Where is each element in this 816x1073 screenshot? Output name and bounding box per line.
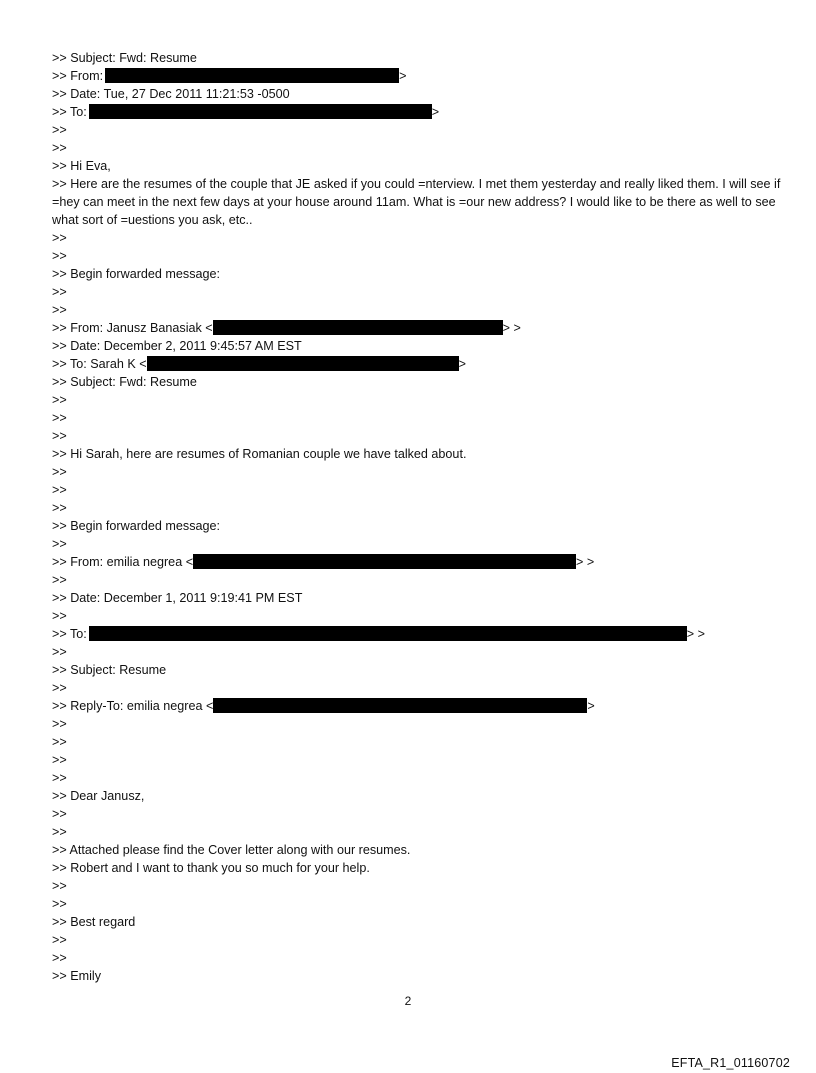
page-number: 2	[404, 994, 412, 1008]
line-text: >>	[52, 609, 67, 623]
line-text: >>	[52, 411, 67, 425]
line-text: >>	[52, 771, 67, 785]
line-text: >>	[52, 807, 67, 821]
line-text: >>	[52, 501, 67, 515]
from-line	[52, 67, 792, 85]
subject-line	[52, 49, 792, 67]
line-text: >>	[52, 303, 67, 317]
line-text: >> Date: December 1, 2011 9:19:41 PM EST	[52, 591, 303, 605]
message-line	[52, 841, 792, 859]
line-suffix: >	[458, 357, 466, 371]
line-text: >> Robert and I want to thank you so much for your help.	[52, 861, 370, 875]
to-line	[52, 625, 792, 643]
line-text: >>	[52, 123, 67, 137]
date-line	[52, 589, 792, 607]
quote-line	[52, 535, 792, 553]
quote-line	[52, 643, 792, 661]
line-text: >> Begin forwarded message:	[52, 519, 221, 533]
quote-line	[52, 247, 792, 265]
from-line	[52, 553, 792, 571]
quote-line	[52, 769, 792, 787]
line-text: >>	[52, 249, 67, 263]
message-line	[52, 445, 792, 463]
line-text: >> Subject: Fwd: Resume	[52, 375, 197, 389]
line-suffix: > >	[576, 555, 595, 569]
line-text: >>	[52, 645, 67, 659]
to-line	[52, 103, 792, 121]
line-text: >>	[52, 573, 67, 587]
from-line	[52, 319, 792, 337]
quote-line	[52, 715, 792, 733]
line-text: >>	[52, 429, 67, 443]
greeting-line	[52, 157, 792, 175]
quote-line	[52, 751, 792, 769]
line-suffix: > >	[686, 627, 705, 641]
quote-line	[52, 391, 792, 409]
subject-line	[52, 373, 792, 391]
line-text: >>	[52, 717, 67, 731]
line-text: >>	[52, 681, 67, 695]
redaction-block	[105, 68, 399, 83]
forwarded-header	[52, 517, 792, 535]
quote-line	[52, 931, 792, 949]
line-suffix: > >	[502, 321, 521, 335]
bates-number: EFTA_R1_01160702	[671, 1056, 790, 1070]
quote-line	[52, 121, 792, 139]
line-text: >> Attached please find the Cover letter along with our resumes.	[52, 843, 411, 857]
line-text: >>	[52, 465, 67, 479]
redaction-block	[213, 320, 503, 335]
line-text: >> Reply-To: emilia negrea <	[52, 699, 214, 713]
to-line	[52, 355, 792, 373]
quote-line	[52, 139, 792, 157]
quote-line	[52, 283, 792, 301]
closing-line	[52, 913, 792, 931]
line-text: >> Hi Sarah, here are resumes of Romanian couple we have talked about.	[52, 447, 467, 461]
quote-line	[52, 895, 792, 913]
line-text: >> Hi Eva,	[52, 159, 111, 173]
line-text: >> From: Janusz Banasiak <	[52, 321, 213, 335]
salutation-line	[52, 787, 792, 805]
message-paragraph	[52, 175, 792, 229]
line-suffix: >	[587, 699, 595, 713]
line-text: >> To: Sarah K <	[52, 357, 147, 371]
line-text: >>	[52, 483, 67, 497]
quote-line	[52, 823, 792, 841]
quote-line	[52, 607, 792, 625]
line-text: >>	[52, 285, 67, 299]
subject-line	[52, 661, 792, 679]
quote-line	[52, 571, 792, 589]
line-text: >>	[52, 735, 67, 749]
line-text: >> From: emilia negrea <	[52, 555, 194, 569]
redaction-block	[213, 698, 587, 713]
redaction-block	[193, 554, 576, 569]
line-text: >>	[52, 897, 67, 911]
line-text: >>	[52, 879, 67, 893]
line-suffix: >	[431, 105, 440, 119]
redaction-block	[147, 356, 459, 371]
redaction-block	[89, 104, 432, 119]
line-text: >> Dear Janusz,	[52, 789, 145, 803]
line-text: >> Date: December 2, 2011 9:45:57 AM EST	[52, 339, 302, 353]
line-text: >>	[52, 825, 67, 839]
line-text: >> Best regard	[52, 915, 136, 929]
line-text: >> Emily	[52, 969, 101, 983]
line-text: >> Here are the resumes of the couple that JE asked if you could =nterview. I met them yesterday and really liked them. I will see if =hey can meet in the next few days at your house around 11am. What is =our new address? I would like to be there as well to see what sort of =uestions you ask, etc..	[52, 177, 781, 227]
line-text: >>	[52, 951, 67, 965]
line-text: >> Begin forwarded message:	[52, 267, 221, 281]
line-text: >>	[52, 933, 67, 947]
line-text: >> From:	[52, 69, 104, 83]
quote-line	[52, 409, 792, 427]
line-text: >>	[52, 537, 67, 551]
quote-line	[52, 733, 792, 751]
quote-line	[52, 949, 792, 967]
line-text: >>	[52, 753, 67, 767]
line-text: >> To:	[52, 627, 87, 641]
line-text: >> Date: Tue, 27 Dec 2011 11:21:53 -0500	[52, 87, 290, 101]
line-text: >> Subject: Resume	[52, 663, 167, 677]
signature-line	[52, 967, 792, 985]
line-text: >>	[52, 141, 67, 155]
redaction-block	[89, 626, 687, 641]
quote-line	[52, 805, 792, 823]
quote-line	[52, 877, 792, 895]
line-text: >> Subject: Fwd: Resume	[52, 51, 197, 65]
line-text: >> To:	[52, 105, 87, 119]
date-line	[52, 85, 792, 103]
line-text: >>	[52, 393, 67, 407]
line-text: >>	[52, 231, 67, 245]
quote-line	[52, 229, 792, 247]
date-line	[52, 337, 792, 355]
line-suffix: >	[399, 69, 407, 83]
reply-to-line	[52, 697, 792, 715]
quote-line	[52, 301, 792, 319]
quote-line	[52, 463, 792, 481]
quote-line	[52, 481, 792, 499]
quote-line	[52, 679, 792, 697]
message-line	[52, 859, 792, 877]
forwarded-header	[52, 265, 792, 283]
quote-line	[52, 427, 792, 445]
email-body	[52, 49, 792, 985]
quote-line	[52, 499, 792, 517]
